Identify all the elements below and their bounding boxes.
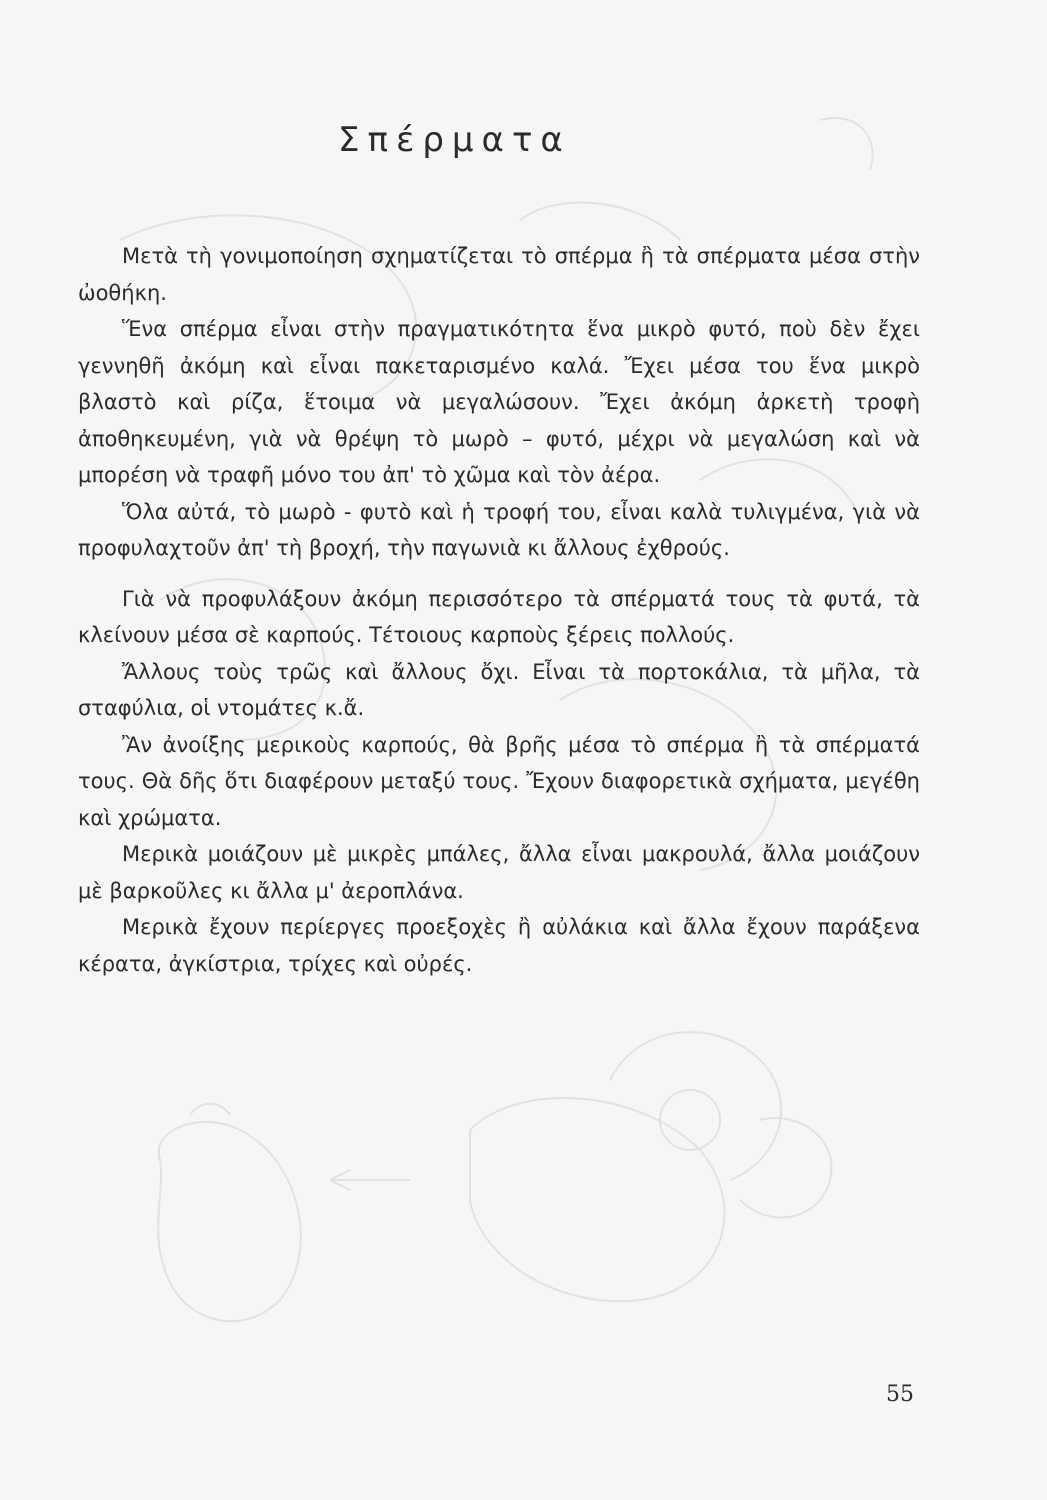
body-text bbox=[78, 238, 920, 982]
paragraph: Μερικὰ ἔχουν περίεργες προεξοχὲς ἢ αὐλάκια καὶ ἄλλα ἔχουν παράξενα κέρατα, ἀγκίστρια, τρίχες καὶ οὐρές. bbox=[78, 915, 920, 976]
page-number: 55 bbox=[886, 1382, 914, 1407]
paragraph: Ἕνα σπέρμα εἶναι στὴν πραγματικότητα ἕνα μικρὸ φυτό, ποὺ δὲν ἔχει γεννηθῆ ἀκόμη καὶ εἶναι πακεταρισμένο καλά. Ἔχει μέσα του ἕνα μικρὸ βλαστὸ καὶ ρίζα, ἕτοιμα νὰ μεγαλώσουν. Ἔχει ἀκόμη ἀρκετὴ τροφὴ ἀποθηκευμένη, γιὰ νὰ θρέψη τὸ μωρὸ – φυτό, μέχρι νὰ μεγαλώση καὶ νὰ μπορέση νὰ τραφῆ μόνο του ἀπ' τὸ χῶμα καὶ τὸν ἀέρα. bbox=[78, 317, 920, 487]
paragraph: Ἄλλους τοὺς τρῶς καὶ ἄλλους ὄχι. Εἶναι τὰ πορτοκάλια, τὰ μῆλα, τὰ σταφύλια, οἱ ντομάτες κ.ἄ. bbox=[78, 659, 920, 720]
paragraph: Μετὰ τὴ γονιμοποίηση σχηματίζεται τὸ σπέρμα ἢ τὰ σπέρματα μέσα στὴν ὠοθήκη. bbox=[78, 244, 920, 305]
paragraph: Ὅλα αὐτά, τὸ μωρὸ - φυτὸ καὶ ἡ τροφή του, εἶναι καλὰ τυλιγμένα, γιὰ νὰ προφυλαχτοῦν ἀπ' τὴ βροχή, τὴν παγωνιὰ κι ἄλλους ἐχθρούς. bbox=[78, 499, 920, 560]
paragraph: Γιὰ νὰ προφυλάξουν ἀκόμη περισσότερο τὰ σπέρματά τους τὰ φυτά, τὰ κλείνουν μέσα σὲ καρπούς. Τέτοιους καρποὺς ξέρεις πολλούς. bbox=[78, 586, 920, 647]
page-title: Σπέρματα bbox=[338, 120, 571, 160]
paragraph: Μερικὰ μοιάζουν μὲ μικρὲς μπάλες, ἄλλα εἶναι μακρουλά, ἄλλα μοιάζουν μὲ βαρκοῦλες κι ἄλλα μ' ἀεροπλάνα. bbox=[78, 842, 920, 903]
paragraph: Ἂν ἀνοίξης μερικοὺς καρπούς, θὰ βρῆς μέσα τὸ σπέρμα ἢ τὰ σπέρματά τους. Θὰ δῆς ὅτι διαφέρουν μεταξύ τους. Ἔχουν διαφορετικὰ σχήματα, μεγέθη καὶ χρώματα. bbox=[78, 732, 920, 830]
